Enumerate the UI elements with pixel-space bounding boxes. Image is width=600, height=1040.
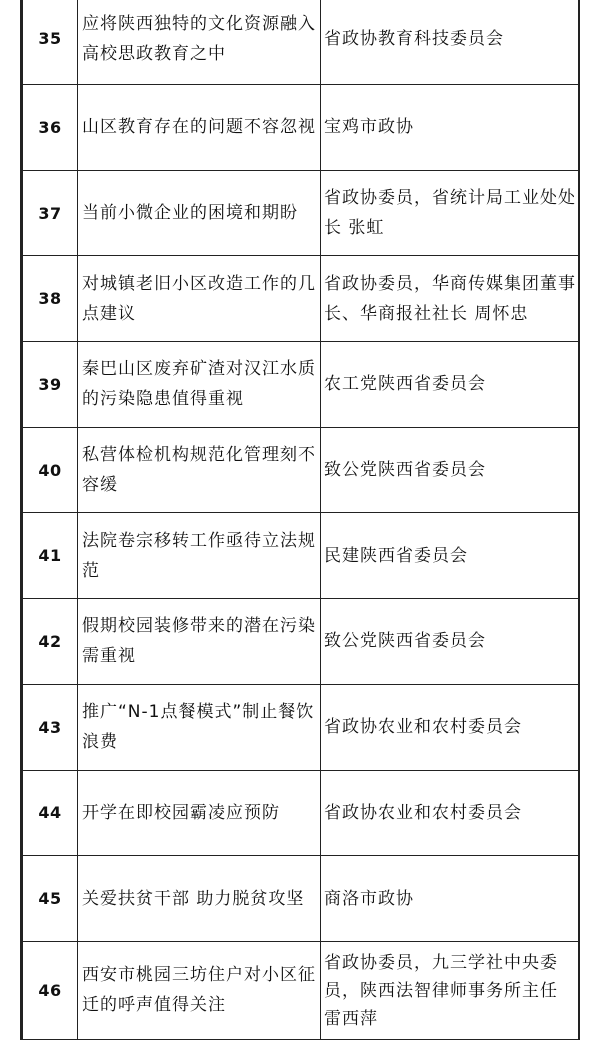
- table-row: [23, 85, 579, 171]
- table-row: [23, 770, 579, 856]
- row-title: 假期校园装修带来的潜在污染需重视: [78, 599, 321, 685]
- row-source: 致公党陕西省委员会: [321, 427, 579, 513]
- row-number: 36: [23, 85, 78, 171]
- row-number: 38: [23, 256, 78, 342]
- row-title: 西安市桃园三坊住户对小区征迁的呼声值得关注: [78, 941, 321, 1039]
- row-title: 法院卷宗移转工作亟待立法规范: [78, 513, 321, 599]
- row-title: 应将陕西独特的文化资源融入高校思政教育之中: [78, 0, 321, 85]
- row-title: 秦巴山区废弃矿渣对汉江水质的污染隐患值得重视: [78, 342, 321, 428]
- row-source: 宝鸡市政协: [321, 85, 579, 171]
- table-row: [23, 342, 579, 428]
- row-number: 41: [23, 513, 78, 599]
- row-number: 42: [23, 599, 78, 685]
- row-source: 商洛市政协: [321, 856, 579, 942]
- table-row: [23, 941, 579, 1039]
- table-row: [23, 256, 579, 342]
- row-source: 民建陕西省委员会: [321, 513, 579, 599]
- table-row: [23, 427, 579, 513]
- row-number: 46: [23, 941, 78, 1039]
- row-number: 39: [23, 342, 78, 428]
- row-title: 开学在即校园霸凌应预防: [78, 770, 321, 856]
- row-number: 43: [23, 684, 78, 770]
- row-number: 45: [23, 856, 78, 942]
- row-source: 省政协教育科技委员会: [321, 0, 579, 85]
- row-number: 35: [23, 0, 78, 85]
- row-source: 农工党陕西省委员会: [321, 342, 579, 428]
- row-source: 省政协委员，省统计局工业处处长 张虹: [321, 170, 579, 256]
- row-title: 私营体检机构规范化管理刻不容缓: [78, 427, 321, 513]
- row-source: 省政协委员，华商传媒集团董事长、华商报社社长 周怀忠: [321, 256, 579, 342]
- proposal-table: [22, 0, 579, 1040]
- row-title: 山区教育存在的问题不容忽视: [78, 85, 321, 171]
- table-row: [23, 170, 579, 256]
- row-title: 关爱扶贫干部 助力脱贫攻坚: [78, 856, 321, 942]
- row-number: 40: [23, 427, 78, 513]
- row-source: 致公党陕西省委员会: [321, 599, 579, 685]
- proposal-table-container: [20, 0, 580, 1040]
- table-row: [23, 0, 579, 85]
- table-row: [23, 684, 579, 770]
- row-source: 省政协委员，九三学社中央委员，陕西法智律师事务所主任 雷西萍: [321, 941, 579, 1039]
- row-source: 省政协农业和农村委员会: [321, 770, 579, 856]
- row-number: 44: [23, 770, 78, 856]
- row-number: 37: [23, 170, 78, 256]
- row-title: 当前小微企业的困境和期盼: [78, 170, 321, 256]
- table-row: [23, 856, 579, 942]
- table-row: [23, 599, 579, 685]
- row-title: 对城镇老旧小区改造工作的几点建议: [78, 256, 321, 342]
- row-source: 省政协农业和农村委员会: [321, 684, 579, 770]
- table-row: [23, 513, 579, 599]
- row-title: 推广“N-1点餐模式”制止餐饮浪费: [78, 684, 321, 770]
